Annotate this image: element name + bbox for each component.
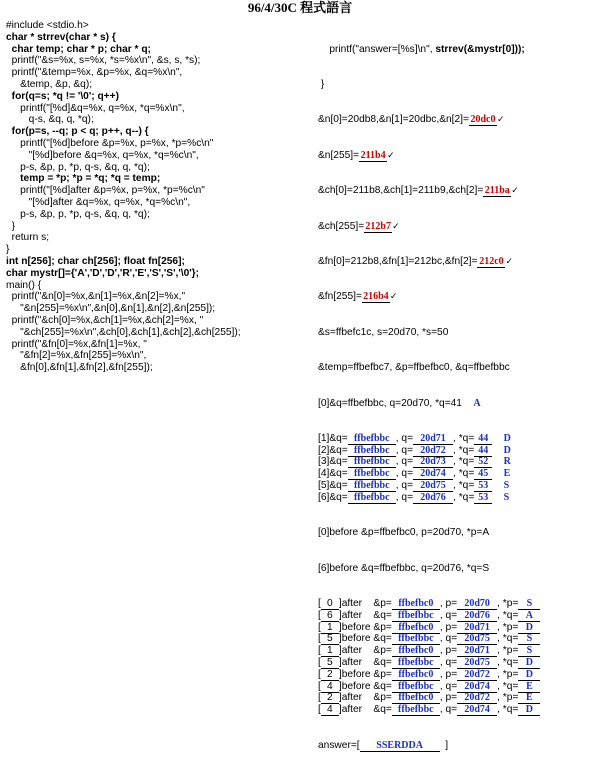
var-label: p: [445, 621, 452, 633]
swap-row: [ 2 ]before &p= ffbefbc0 , p= 20d72 , *p= D: [318, 669, 540, 681]
code-line: [6, 67, 241, 79]
code-text: main() {: [6, 279, 42, 291]
var-label: p: [506, 645, 513, 657]
output-text: &n[0]=20db8,&n[1]=20dbc,&n[2]=: [318, 114, 469, 126]
code-text: return s;: [11, 232, 50, 244]
phase-label: before: [341, 668, 371, 680]
code-text: printf("answer=[%s]\n",: [329, 43, 436, 55]
code-text: "[%d]before &q=%x, q=%x, *q=%c\n",: [28, 149, 199, 161]
var-label: q: [380, 704, 386, 716]
index-label: [2]: [318, 444, 330, 456]
handwritten-answer: 20d75: [420, 480, 446, 492]
handwritten-answer: 45: [478, 468, 489, 480]
code-line: [6, 138, 241, 150]
output-text: &temp=ffbefbc7, &p=ffbefbc0, &q=ffbefbbc: [318, 362, 510, 374]
checkmark-icon: ✓: [496, 114, 505, 125]
code-line: [6, 315, 241, 327]
checkmark-icon: ✓: [392, 220, 400, 231]
output-line: [318, 527, 540, 539]
var-label: q: [506, 704, 513, 716]
var-label: p: [380, 645, 386, 657]
handwritten-answer: ffbefbbc: [353, 468, 390, 480]
index-label: [3]: [318, 456, 330, 468]
var-label: q: [445, 609, 452, 621]
code-text: int n[256]; char ch[256]; float fn[256];: [6, 255, 185, 267]
handwritten-answer: ffbefbbc: [353, 432, 390, 444]
phase-label: before: [341, 680, 371, 692]
handwritten-answer: 20d72: [464, 668, 490, 680]
q-row: [4]&q= ffbefbbc , q= 20d74 , *q= 45 E: [318, 468, 511, 480]
phase-label: after: [341, 609, 363, 621]
swap-rows: [318, 598, 540, 716]
code-text: &temp, &p, &q);: [20, 78, 93, 90]
swap-row: [ 1 ]after &p= ffbefbc0 , p= 20d71 , *p= S: [318, 645, 540, 657]
handwritten-answer: 20d76: [464, 609, 490, 621]
handwritten-answer: 20dc0: [470, 114, 496, 126]
output-text: [0]&q=ffbefbbc, q=20d70, *q=41: [318, 397, 462, 409]
code-text: printf("&fn[0]=%x,&fn[1]=%x, ": [11, 338, 147, 350]
var-label: p: [506, 621, 513, 633]
code-text: printf("[%d]&q=%x, q=%x, *q=%x\n",: [20, 102, 185, 114]
output-line: [318, 185, 540, 197]
var-label: p: [445, 645, 452, 657]
code-text: char temp; char * p; char * q;: [11, 43, 151, 55]
output-text: &fn[255]=: [318, 291, 362, 303]
code-line: [6, 44, 241, 56]
handwritten-answer: D: [525, 621, 534, 633]
handwritten-char: A: [473, 397, 481, 409]
handwritten-answer: ffbefbbc: [353, 456, 390, 468]
handwritten-answer: ffbefbbc: [353, 491, 390, 503]
swap-row: [ 1 ]before &p= ffbefbc0 , p= 20d71 , *p= D: [318, 622, 540, 634]
swap-row: [ 2 ]after &p= ffbefbc0 , p= 20d72 , *p= E: [318, 692, 540, 704]
handwritten-answer: 53: [478, 491, 489, 503]
handwritten-char: S: [503, 480, 510, 492]
code-text: printf("&ch[0]=%x,&ch[1]=%x,&ch[2]=%x, ": [11, 314, 204, 326]
handwritten-answer: 44: [478, 444, 489, 456]
code-line: [6, 256, 241, 268]
output-text: &ch[0]=211b8,&ch[1]=211b9,&ch[2]=: [318, 185, 484, 197]
var-label: p: [506, 598, 513, 610]
code-line: [6, 303, 241, 315]
code-line: [6, 362, 241, 374]
index-label: [5]: [318, 480, 330, 492]
code-text: for(p=s, --q; p < q; p++, q--) {: [11, 126, 149, 138]
code-text: "[%d]after &q=%x, q=%x, *q=%c\n",: [28, 196, 191, 208]
handwritten-answer: ffbefbbc: [398, 633, 434, 645]
index-answer: 6: [327, 609, 333, 621]
output-text: &fn[0]=212b8,&fn[1]=212bc,&fn[2]=: [318, 255, 478, 267]
var-label: q: [506, 609, 513, 621]
phase-label: after: [341, 645, 363, 657]
handwritten-answer: ffbefbc0: [398, 621, 434, 633]
handwritten-answer: 212b7: [365, 220, 391, 232]
index-answer: 5: [327, 633, 333, 645]
phase-label: after: [341, 692, 363, 704]
code-line: [6, 221, 241, 233]
output-line: [318, 44, 540, 56]
handwritten-answer: D: [525, 704, 533, 716]
handwritten-answer: 20d71: [420, 432, 446, 444]
index-answer: 4: [327, 680, 333, 692]
var-label: q: [506, 657, 513, 669]
handwritten-char: D: [503, 432, 511, 444]
code-text: }: [6, 244, 10, 256]
handwritten-answer: ffbefbbc: [398, 609, 434, 621]
handwritten-char: D: [503, 444, 511, 456]
q-row: [3]&q= ffbefbbc , q= 20d73 , *q= 52 R: [318, 456, 511, 468]
var-label: q: [380, 633, 386, 645]
code-text: "&fn[2]=%x,&fn[255]=%x\n",: [20, 350, 147, 362]
swap-row: [ 6 ]after &q= ffbefbbc , q= 20d76 , *q= A: [318, 610, 540, 622]
code-line: [6, 197, 241, 209]
output-text: &n[255]=: [318, 149, 360, 161]
code-line: [6, 350, 241, 362]
code-text: }: [320, 78, 325, 90]
code-line: [6, 280, 241, 292]
handwritten-answer: 20d73: [420, 456, 446, 468]
handwritten-answer: ffbefbbc: [398, 704, 434, 716]
swap-row: [ 4 ]after &q= ffbefbbc , q= 20d74 , *q= D: [318, 704, 540, 716]
code-text: printf("&n[0]=%x,&n[1]=%x,&n[2]=%x,": [11, 291, 186, 303]
checkmark-icon: ✓: [389, 291, 398, 302]
code-line: [6, 327, 241, 339]
handwritten-answer: 20d70: [464, 598, 490, 610]
code-line: [6, 114, 241, 126]
handwritten-answer: 211b4: [360, 149, 386, 161]
handwritten-answer: 20d74: [420, 468, 446, 480]
handwritten-answer: 20d72: [464, 692, 490, 704]
output-line: [318, 327, 540, 339]
code-line: [6, 103, 241, 115]
handwritten-char: R: [503, 456, 511, 468]
index-label: [6]: [318, 491, 330, 503]
handwritten-answer: 20d76: [420, 491, 446, 503]
handwritten-answer: ffbefbc0: [398, 692, 434, 704]
handwritten-answer: 20d74: [464, 680, 490, 692]
output-line: [318, 114, 540, 126]
code-text: q-s, &q, q, *q);: [28, 114, 94, 126]
q-row: [1]&q= ffbefbbc , q= 20d71 , *q= 44 D: [318, 432, 511, 444]
handwritten-answer: 20d74: [464, 704, 490, 716]
output-line: [318, 563, 540, 575]
handwritten-answer: ffbefbc0: [398, 598, 434, 610]
handwritten-answer: E: [526, 680, 533, 692]
handwritten-answer: 216b4: [363, 291, 389, 303]
code-line: [6, 91, 241, 103]
code-line: [6, 291, 241, 303]
swap-row: [ 4 ]before &q= ffbefbbc , q= 20d74 , *q= E: [318, 681, 540, 693]
checkmark-icon: ✓: [511, 185, 519, 196]
checkmark-icon: ✓: [505, 255, 513, 266]
code-line: [6, 150, 241, 162]
var-label: p: [445, 668, 452, 680]
output-line: [318, 256, 540, 268]
code-text: char * strrev(char * s) {: [6, 31, 116, 43]
handwritten-answer: ffbefbc0: [398, 645, 434, 657]
code-line: [6, 126, 241, 138]
phase-label: after: [341, 704, 363, 716]
code-line: [6, 185, 241, 197]
output-text: [0]before &p=ffbefbc0, p=20d70, *p=A: [318, 527, 490, 539]
code-text: for(q=s; *q != '\0'; q++): [11, 90, 119, 102]
code-text: strrev(&mystr[0]));: [435, 43, 525, 55]
phase-label: after: [341, 657, 363, 669]
code-line: [6, 209, 241, 221]
page-title: 96/4/30C 程式語言: [247, 0, 353, 15]
handwritten-answer: A: [525, 609, 533, 621]
index-answer: 1: [327, 621, 333, 633]
var-label: p: [380, 692, 386, 704]
var-label: p: [506, 668, 513, 680]
var-label: p: [380, 668, 386, 680]
handwritten-answer: 20d75: [464, 657, 490, 669]
handwritten-answer: ffbefbc0: [398, 668, 434, 680]
q-row: [5]&q= ffbefbbc , q= 20d75 , *q= 53 S: [318, 480, 510, 492]
code-text: p-s, &p, p, *p, q-s, &q, q, *q);: [20, 208, 150, 220]
index-label: [1]: [318, 432, 330, 444]
code-line: [6, 173, 241, 185]
q-rows: [318, 433, 540, 504]
code-line: [6, 162, 241, 174]
phase-label: before: [341, 633, 371, 645]
handwritten-answer: 52: [478, 456, 489, 468]
index-label: [4]: [318, 468, 330, 480]
phase-label: before: [341, 621, 371, 633]
handwritten-answer: 20d72: [420, 444, 446, 456]
index-answer: 0: [327, 598, 333, 610]
var-label: p: [506, 692, 513, 704]
var-label: q: [445, 657, 452, 669]
var-label: q: [380, 680, 386, 692]
var-label: q: [380, 657, 386, 669]
var-label: q: [445, 633, 452, 645]
handwritten-char: E: [503, 468, 511, 480]
swap-row: [ 5 ]before &q= ffbefbbc , q= 20d75 , *q= S: [318, 633, 540, 645]
phase-label: after: [341, 598, 363, 610]
code-text: "&ch[255]=%x\n",&ch[0],&ch[1],&ch[2],&ch[255]);: [20, 326, 241, 338]
code-text: char mystr[]={'A','D','D','R','E','S','S','\0'};: [6, 267, 200, 279]
code-text: "&n[255]=%x\n",&n[0],&n[1],&n[2],&n[255]);: [20, 303, 216, 315]
code-line: [6, 268, 241, 280]
code-text: printf("&s=%x, s=%x, *s=%x\n", &s, s, *s);: [11, 55, 201, 67]
handwritten-answer: ffbefbbc: [353, 444, 390, 456]
var-label: p: [380, 598, 386, 610]
var-label: q: [380, 609, 386, 621]
output-line: [318, 398, 540, 410]
q-row: [6]&q= ffbefbbc , q= 20d76 , *q= 53 S: [318, 491, 510, 503]
code-line: [6, 79, 241, 91]
output-line: [318, 221, 540, 233]
code-text: p-s, &p, p, *p, q-s, &q, q, *q);: [20, 161, 150, 173]
output-text: answer=[: [318, 739, 360, 751]
q-row: [2]&q= ffbefbbc , q= 20d72 , *q= 44 D: [318, 444, 511, 456]
handwritten-answer: ffbefbbc: [398, 680, 434, 692]
handwritten-answer: ffbefbbc: [353, 480, 390, 492]
handwritten-answer: 20d75: [464, 633, 490, 645]
code-line: [6, 339, 241, 351]
handwritten-answer: 212c0: [479, 255, 504, 267]
index-answer: 5: [327, 657, 333, 669]
swap-row: [ 5 ]after &q= ffbefbbc , q= 20d75 , *q= D: [318, 657, 540, 669]
output-line: [318, 150, 540, 162]
handwritten-answer: 20d71: [464, 645, 490, 657]
handwritten-answer: 44: [478, 432, 489, 444]
handwritten-answer: E: [526, 692, 533, 704]
handwritten-answer: S: [526, 633, 533, 645]
checkmark-icon: ✓: [387, 149, 395, 160]
handwritten-answer: 20d71: [464, 621, 490, 633]
source-code-column: [6, 20, 241, 374]
output-column: [318, 20, 540, 763]
code-text: printf("&temp=%x, &p=%x, &q=%x\n",: [11, 67, 183, 79]
swap-row: [ 0 ]after &p= ffbefbc0 , p= 20d70 , *p= S: [318, 598, 540, 610]
code-line: [6, 232, 241, 244]
code-line: [6, 55, 241, 67]
code-line: [6, 20, 241, 32]
index-answer: 1: [327, 645, 333, 657]
output-text: [6]before &q=ffbefbbc, q=20d76, *q=S: [318, 562, 490, 574]
code-text: printf("[%d]after &p=%x, p=%x, *p=%c\n": [20, 185, 205, 197]
code-text: printf("[%d]before &p=%x, p=%x, *p=%c\n": [20, 137, 214, 149]
index-answer: 2: [327, 692, 333, 704]
output-text: &ch[255]=: [318, 220, 365, 232]
code-text: temp = *p; *p = *q; *q = temp;: [20, 173, 161, 185]
var-label: p: [445, 598, 452, 610]
code-text: }: [11, 220, 16, 232]
index-answer: 4: [327, 704, 333, 716]
code-text: #include <stdio.h>: [6, 20, 89, 31]
handwritten-answer: ffbefbbc: [398, 657, 434, 669]
output-line: [318, 79, 540, 91]
output-line: [318, 291, 540, 303]
output-line: [318, 362, 540, 374]
var-label: q: [506, 680, 513, 692]
handwritten-answer: SSERDDA: [376, 739, 423, 751]
code-line: [6, 244, 241, 256]
handwritten-answer: 53: [478, 480, 489, 492]
var-label: q: [445, 680, 452, 692]
handwritten-char: S: [503, 491, 510, 503]
output-text: &s=ffbefc1c, s=20d70, *s=50: [318, 326, 449, 338]
code-line: [6, 32, 241, 44]
code-text: &fn[0],&fn[1],&fn[2],&fn[255]);: [20, 362, 153, 374]
var-label: q: [506, 633, 513, 645]
var-label: p: [380, 621, 386, 633]
handwritten-answer: S: [526, 645, 533, 657]
handwritten-answer: S: [526, 598, 533, 610]
handwritten-answer: 211ba: [484, 185, 510, 197]
output-text: ]: [445, 739, 449, 751]
index-answer: 2: [327, 668, 333, 680]
answer-line: [318, 740, 540, 752]
var-label: q: [445, 704, 452, 716]
var-label: p: [445, 692, 452, 704]
handwritten-answer: D: [525, 668, 534, 680]
handwritten-answer: D: [525, 657, 533, 669]
